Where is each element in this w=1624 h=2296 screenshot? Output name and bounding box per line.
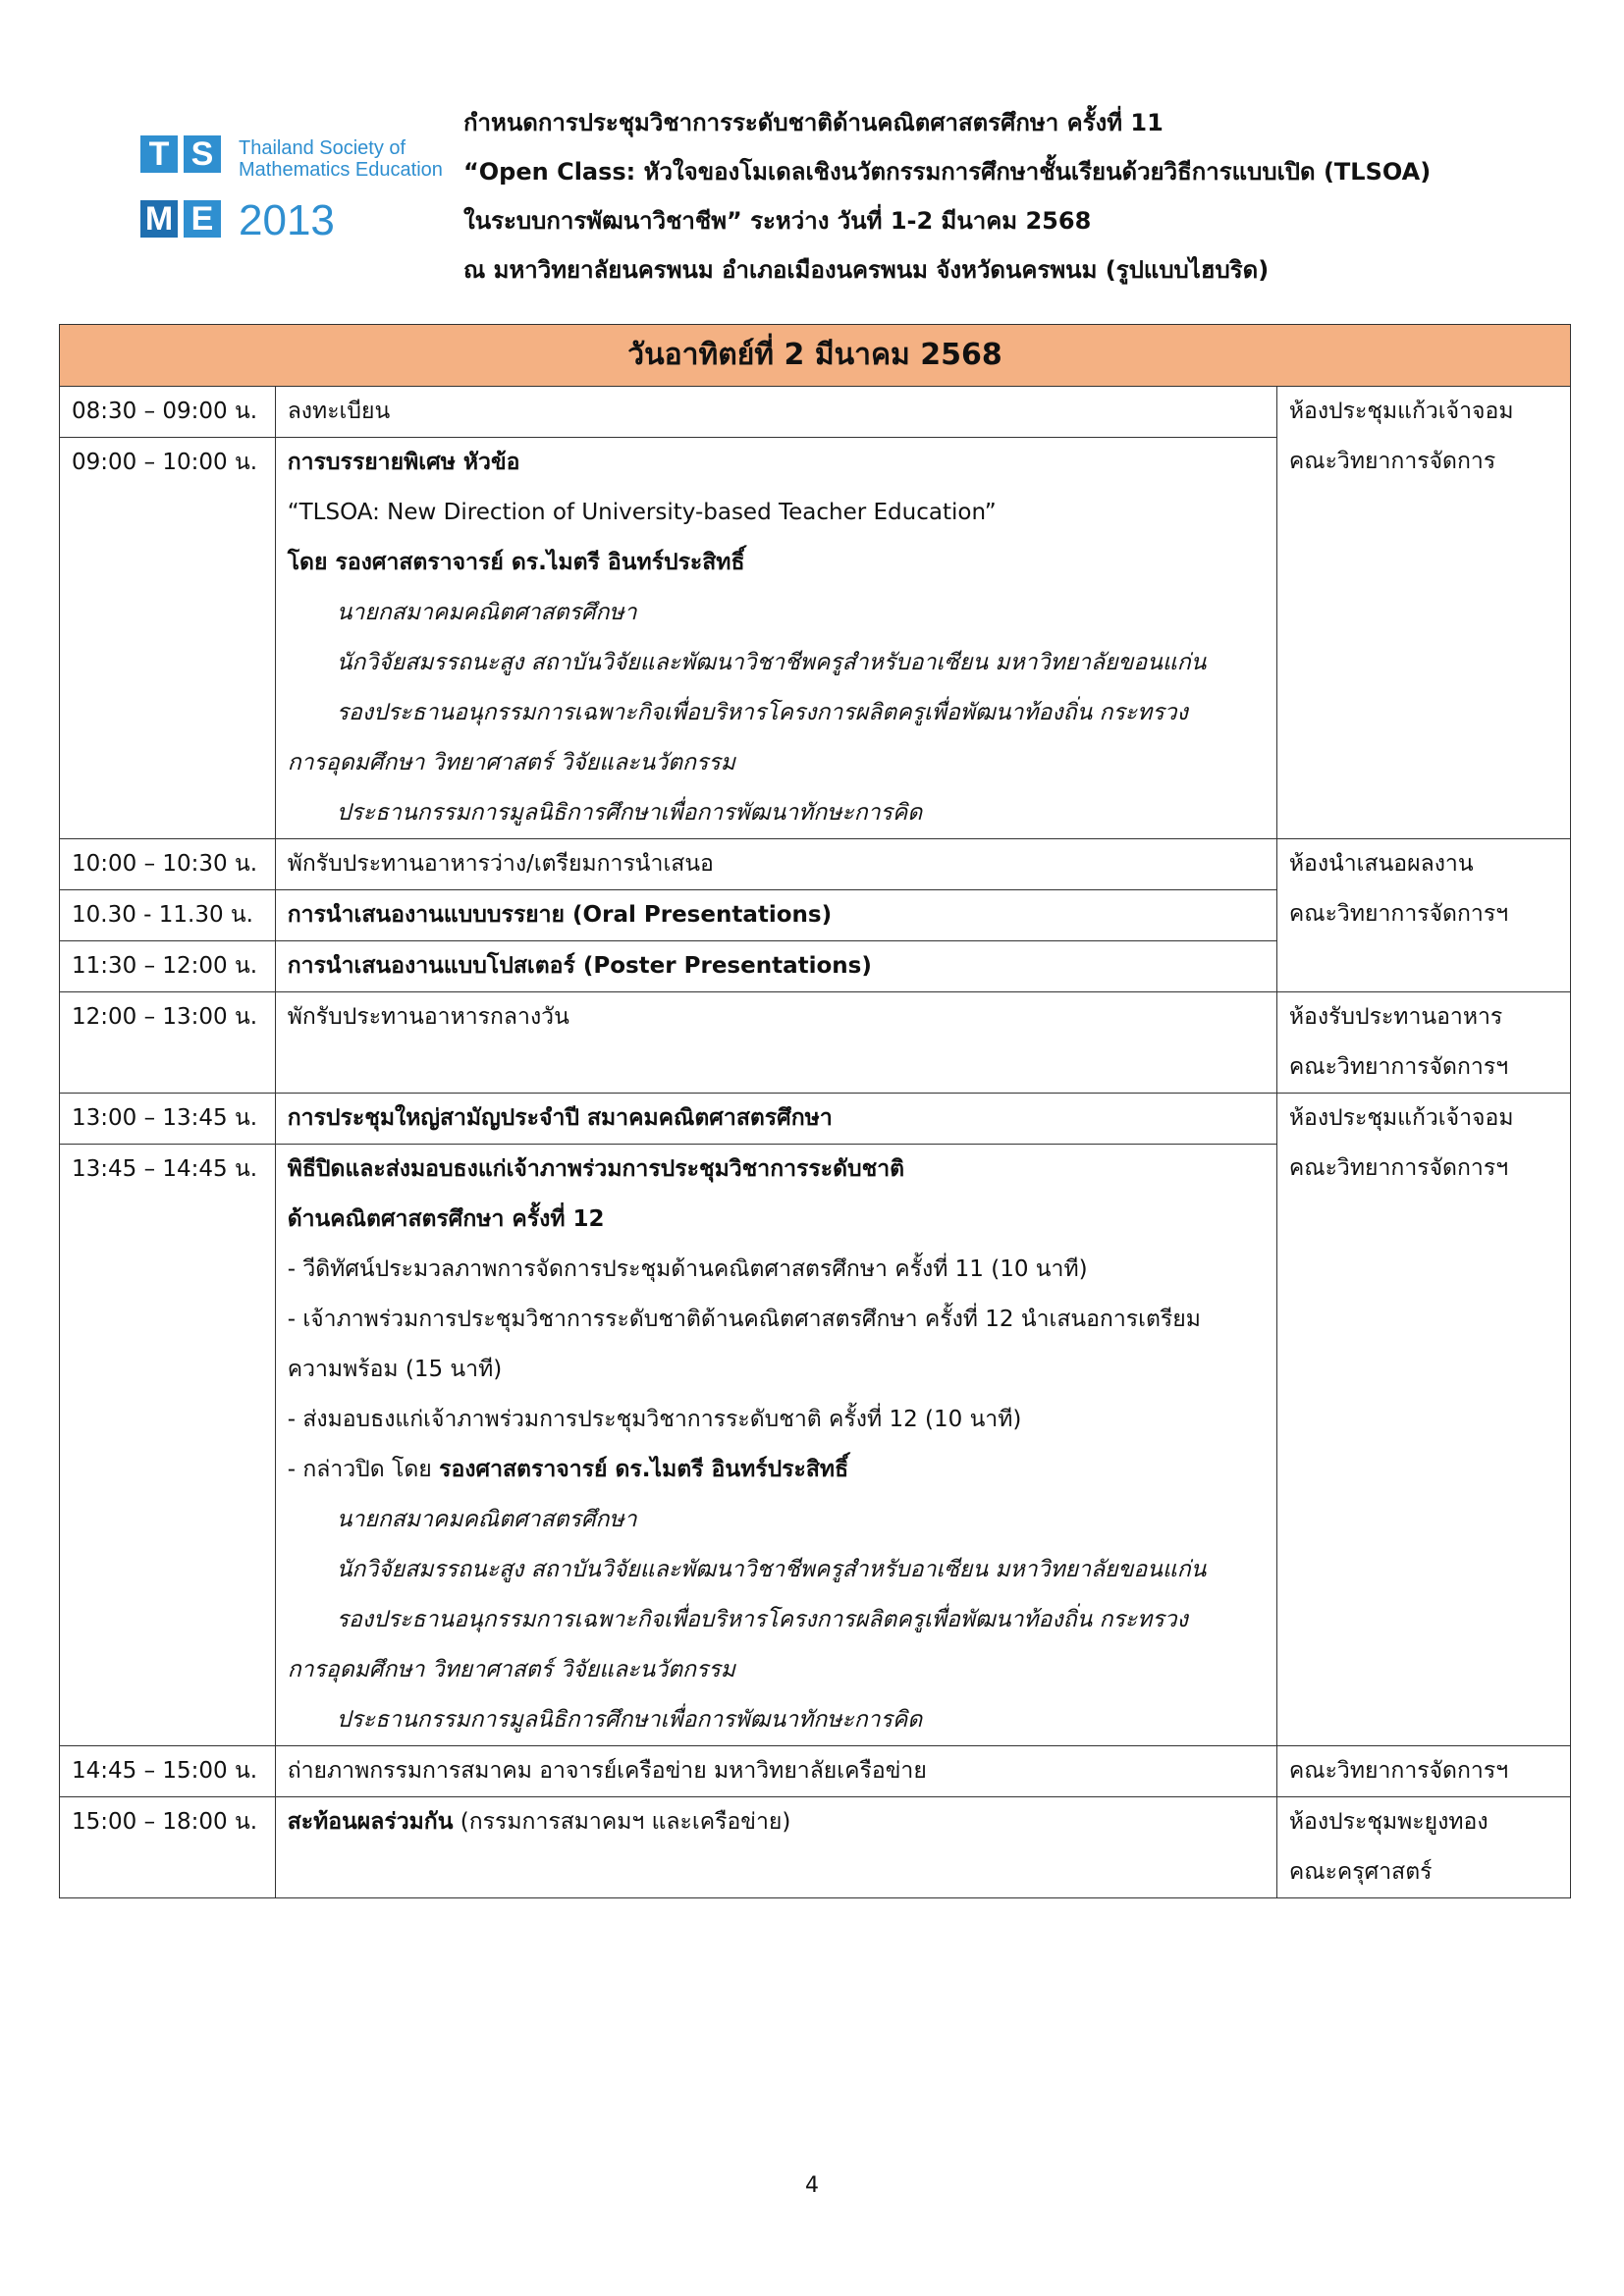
header-line1: กำหนดการประชุมวิชาการระดับชาติด้านคณิตศาสตรศึกษา ครั้งที่ 11 [463, 109, 1164, 136]
speaker-role: นายกสมาคมคณิตศาสตรศึกษา [336, 600, 637, 625]
page-number: 4 [805, 2173, 819, 2198]
time-cell: 12:00 – 13:00 น. [60, 992, 276, 1094]
logo-org-line2: Mathematics Education [239, 159, 443, 181]
activity-cell: ลงทะเบียน [275, 387, 1276, 438]
closing-item: - เจ้าภาพร่วมการประชุมวิชาการระดับชาติด้านคณิตศาสตรศึกษา ครั้งที่ 12 นำเสนอการเตรียม [287, 1307, 1201, 1332]
table-row [60, 1094, 1571, 1145]
speaker-role: การอุดมศึกษา วิทยาศาสตร์ วิจัยและนวัตกรรม [287, 1657, 735, 1682]
document-header [463, 98, 1543, 294]
speaker-role: นายกสมาคมคณิตศาสตรศึกษา [336, 1507, 637, 1532]
speaker-role: นักวิจัยสมรรถนะสูง สถาบันวิจัยและพัฒนาวิชาชีพครูสำหรับอาเซียน มหาวิทยาลัยขอนแก่น [336, 650, 1207, 675]
speaker-role: รองประธานอนุกรรมการเฉพาะกิจเพื่อบริหารโครงการผลิตครูเพื่อพัฒนาท้องถิ่น กระทรวง [336, 1607, 1188, 1632]
lecture-speaker: โดย รองศาสตราจารย์ ดร.ไมตรี อินทร์ประสิทธิ์ [287, 550, 745, 575]
lecture-topic: “TLSOA: New Direction of University-based Teacher Education” [287, 500, 997, 525]
time-cell: 13:00 – 13:45 น. [60, 1094, 276, 1145]
venue-cell [1276, 1094, 1570, 1746]
time-cell: 13:45 – 14:45 น. [60, 1145, 276, 1746]
header-line2: “Open Class: หัวใจของโมเดลเชิงนวัตกรรมการศึกษาชั้นเรียนด้วยวิธีการแบบเปิด (TLSOA) [463, 158, 1432, 186]
time-cell: 10.30 - 11.30 น. [60, 890, 276, 941]
speaker-role: รองประธานอนุกรรมการเฉพาะกิจเพื่อบริหารโครงการผลิตครูเพื่อพัฒนาท้องถิ่น กระทรวง [336, 700, 1188, 725]
venue-line: คณะวิทยาการจัดการฯ [1288, 1155, 1509, 1181]
closing-prefix: - กล่าวปิด โดย [287, 1457, 440, 1482]
venue-line: ห้องประชุมแก้วเจ้าจอม [1288, 1105, 1514, 1131]
activity-cell: พักรับประทานอาหารกลางวัน [275, 992, 1276, 1094]
table-row [60, 1797, 1571, 1898]
tsme-logo [140, 135, 445, 245]
logo-org-line1: Thailand Society of [239, 137, 406, 159]
speaker-role: การอุดมศึกษา วิทยาศาสตร์ วิจัยและนวัตกรรม [287, 750, 735, 775]
activity-cell: พักรับประทานอาหารว่าง/เตรียมการนำเสนอ [275, 839, 1276, 890]
venue-line: คณะวิทยาการจัดการ [1288, 449, 1496, 474]
closing-title: พิธีปิดและส่งมอบธงแก่เจ้าภาพร่วมการประชุมวิชาการระดับชาติ [287, 1156, 905, 1182]
logo-letter-t: T [140, 135, 178, 173]
activity-cell: การประชุมใหญ่สามัญประจำปี สมาคมคณิตศาสตรศึกษา [275, 1094, 1276, 1145]
time-cell: 15:00 – 18:00 น. [60, 1797, 276, 1898]
venue-line: คณะครุศาสตร์ [1288, 1859, 1433, 1885]
venue-cell [1276, 992, 1570, 1094]
header-line4: ณ มหาวิทยาลัยนครพนม อำเภอเมืองนครพนม จังหวัดนครพนม (รูปแบบไฮบริด) [463, 256, 1270, 284]
activity-cell: การนำเสนองานแบบโปสเตอร์ (Poster Presentations) [275, 941, 1276, 992]
activity-cell [275, 1145, 1276, 1746]
activity-cell: การนำเสนองานแบบบรรยาย (Oral Presentations) [275, 890, 1276, 941]
venue-line: ห้องรับประทานอาหาร [1288, 1004, 1503, 1030]
table-row [60, 387, 1571, 438]
logo-letter-s: S [184, 135, 221, 173]
activity-rest: (กรรมการสมาคมฯ และเครือข่าย) [453, 1809, 791, 1835]
logo-letter-e: E [184, 200, 221, 238]
logo-org-name [239, 137, 443, 181]
time-cell: 09:00 – 10:00 น. [60, 438, 276, 839]
logo-year: 2013 [239, 196, 335, 244]
venue-line: ห้องประชุมพะยูงทอง [1288, 1809, 1489, 1835]
closing-item: - วีดิทัศน์ประมวลภาพการจัดการประชุมด้านคณิตศาสตรศึกษา ครั้งที่ 11 (10 นาที) [287, 1256, 1088, 1282]
closing-speaker: รองศาสตราจารย์ ดร.ไมตรี อินทร์ประสิทธิ์ [439, 1457, 849, 1482]
table-row [60, 839, 1571, 890]
time-cell: 11:30 – 12:00 น. [60, 941, 276, 992]
speaker-role: ประธานกรรมการมูลนิธิการศึกษาเพื่อการพัฒนาทักษะการคิด [336, 1707, 923, 1733]
day-title: วันอาทิตย์ที่ 2 มีนาคม 2568 [60, 325, 1571, 387]
lecture-title: การบรรยายพิเศษ หัวข้อ [287, 450, 520, 475]
table-row [60, 1746, 1571, 1797]
venue-cell: คณะวิทยาการจัดการฯ [1276, 1746, 1570, 1797]
venue-line: ห้องประชุมแก้วเจ้าจอม [1288, 399, 1514, 424]
activity-bold: สะท้อนผลร่วมกัน [287, 1809, 454, 1835]
venue-line: คณะวิทยาการจัดการฯ [1288, 901, 1509, 927]
activity-cell [275, 438, 1276, 839]
logo-letter-m: M [140, 200, 178, 238]
time-cell: 08:30 – 09:00 น. [60, 387, 276, 438]
activity-cell: ถ่ายภาพกรรมการสมาคม อาจารย์เครือข่าย มหาวิทยาลัยเครือข่าย [275, 1746, 1276, 1797]
time-cell: 10:00 – 10:30 น. [60, 839, 276, 890]
activity-cell [275, 1797, 1276, 1898]
venue-cell [1276, 839, 1570, 992]
venue-cell [1276, 387, 1570, 839]
schedule-table [59, 324, 1571, 1898]
closing-title: ด้านคณิตศาสตรศึกษา ครั้งที่ 12 [287, 1206, 605, 1232]
closing-speech [288, 1445, 1265, 1495]
closing-item: - ส่งมอบธงแก่เจ้าภาพร่วมการประชุมวิชาการระดับชาติ ครั้งที่ 12 (10 นาที) [287, 1407, 1022, 1432]
closing-item: ความพร้อม (15 นาที) [287, 1357, 503, 1382]
speaker-role: นักวิจัยสมรรถนะสูง สถาบันวิจัยและพัฒนาวิชาชีพครูสำหรับอาเซียน มหาวิทยาลัยขอนแก่น [336, 1557, 1207, 1582]
table-row [60, 992, 1571, 1094]
header-line3: ในระบบการพัฒนาวิชาชีพ” ระหว่าง วันที่ 1-2 มีนาคม 2568 [463, 207, 1092, 235]
time-cell: 14:45 – 15:00 น. [60, 1746, 276, 1797]
speaker-role: ประธานกรรมการมูลนิธิการศึกษาเพื่อการพัฒนาทักษะการคิด [336, 800, 923, 826]
venue-line: คณะวิทยาการจัดการฯ [1288, 1054, 1509, 1080]
venue-cell [1276, 1797, 1570, 1898]
venue-line: ห้องนำเสนอผลงาน [1288, 851, 1474, 877]
